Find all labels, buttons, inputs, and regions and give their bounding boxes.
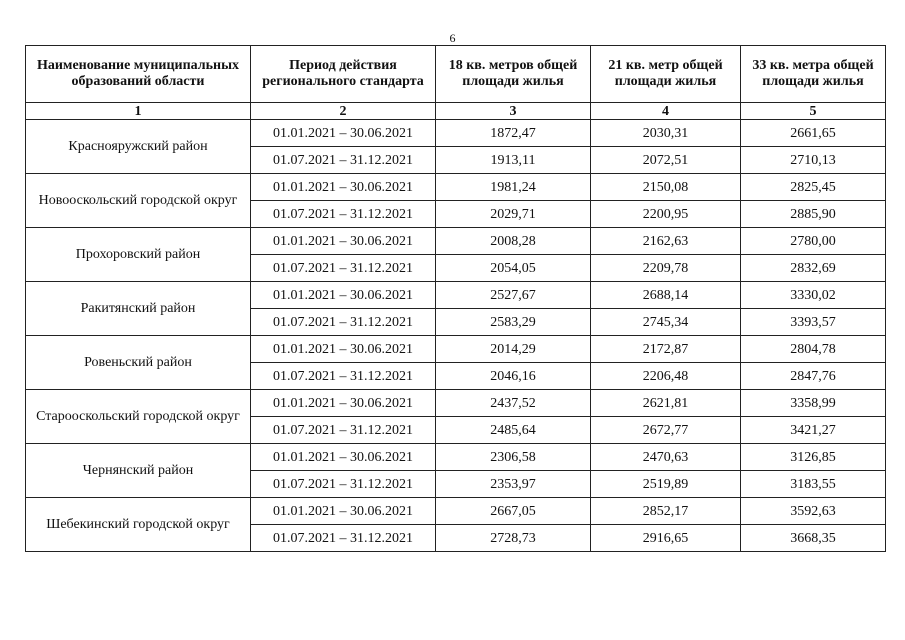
value-33-sqm-cell: 2832,69	[741, 255, 886, 282]
municipality-cell: Ракитянский район	[26, 282, 251, 336]
municipality-cell: Чернянский район	[26, 444, 251, 498]
value-18-sqm-cell: 2353,97	[436, 471, 591, 498]
column-number: 2	[251, 103, 436, 120]
period-cell: 01.01.2021 – 30.06.2021	[251, 498, 436, 525]
value-33-sqm-cell: 2710,13	[741, 147, 886, 174]
value-33-sqm-cell: 3421,27	[741, 417, 886, 444]
value-18-sqm-cell: 2527,67	[436, 282, 591, 309]
column-number-row	[26, 103, 886, 120]
header-33-sqm: 33 кв. метра общей площади жилья	[741, 46, 886, 103]
value-18-sqm-cell: 2046,16	[436, 363, 591, 390]
value-33-sqm-cell: 3126,85	[741, 444, 886, 471]
value-33-sqm-cell: 3668,35	[741, 525, 886, 552]
value-18-sqm-cell: 2667,05	[436, 498, 591, 525]
table-row	[26, 228, 886, 255]
municipality-cell: Старооскольский городской округ	[26, 390, 251, 444]
period-cell: 01.07.2021 – 31.12.2021	[251, 147, 436, 174]
value-33-sqm-cell: 3358,99	[741, 390, 886, 417]
value-21-sqm-cell: 2745,34	[591, 309, 741, 336]
period-cell: 01.01.2021 – 30.06.2021	[251, 282, 436, 309]
value-21-sqm-cell: 2916,65	[591, 525, 741, 552]
value-18-sqm-cell: 1872,47	[436, 120, 591, 147]
value-18-sqm-cell: 1981,24	[436, 174, 591, 201]
value-33-sqm-cell: 3393,57	[741, 309, 886, 336]
regional-standard-table	[25, 45, 886, 552]
period-cell: 01.07.2021 – 31.12.2021	[251, 309, 436, 336]
value-21-sqm-cell: 2206,48	[591, 363, 741, 390]
header-18-sqm: 18 кв. метров общей площади жилья	[436, 46, 591, 103]
value-18-sqm-cell: 1913,11	[436, 147, 591, 174]
value-21-sqm-cell: 2470,63	[591, 444, 741, 471]
period-cell: 01.07.2021 – 31.12.2021	[251, 363, 436, 390]
table-body	[26, 120, 886, 552]
value-21-sqm-cell: 2688,14	[591, 282, 741, 309]
value-33-sqm-cell: 2804,78	[741, 336, 886, 363]
column-number: 4	[591, 103, 741, 120]
table-row	[26, 444, 886, 471]
column-number: 1	[26, 103, 251, 120]
table-row	[26, 174, 886, 201]
municipality-cell: Шебекинский городской округ	[26, 498, 251, 552]
header-row	[26, 46, 886, 103]
value-33-sqm-cell: 2661,65	[741, 120, 886, 147]
value-18-sqm-cell: 2029,71	[436, 201, 591, 228]
column-number: 5	[741, 103, 886, 120]
value-21-sqm-cell: 2172,87	[591, 336, 741, 363]
value-21-sqm-cell: 2621,81	[591, 390, 741, 417]
value-18-sqm-cell: 2728,73	[436, 525, 591, 552]
period-cell: 01.01.2021 – 30.06.2021	[251, 390, 436, 417]
value-18-sqm-cell: 2014,29	[436, 336, 591, 363]
table-row	[26, 336, 886, 363]
value-18-sqm-cell: 2583,29	[436, 309, 591, 336]
period-cell: 01.07.2021 – 31.12.2021	[251, 471, 436, 498]
value-33-sqm-cell: 2780,00	[741, 228, 886, 255]
period-cell: 01.01.2021 – 30.06.2021	[251, 120, 436, 147]
value-33-sqm-cell: 2847,76	[741, 363, 886, 390]
municipality-cell: Ровеньский район	[26, 336, 251, 390]
period-cell: 01.01.2021 – 30.06.2021	[251, 228, 436, 255]
value-33-sqm-cell: 3330,02	[741, 282, 886, 309]
value-21-sqm-cell: 2200,95	[591, 201, 741, 228]
value-21-sqm-cell: 2672,77	[591, 417, 741, 444]
period-cell: 01.07.2021 – 31.12.2021	[251, 525, 436, 552]
value-33-sqm-cell: 3183,55	[741, 471, 886, 498]
value-21-sqm-cell: 2072,51	[591, 147, 741, 174]
municipality-cell: Краснояружский район	[26, 120, 251, 174]
page-number: 6	[449, 31, 456, 45]
value-21-sqm-cell: 2209,78	[591, 255, 741, 282]
value-33-sqm-cell: 2885,90	[741, 201, 886, 228]
period-cell: 01.07.2021 – 31.12.2021	[251, 417, 436, 444]
value-18-sqm-cell: 2437,52	[436, 390, 591, 417]
value-33-sqm-cell: 2825,45	[741, 174, 886, 201]
period-cell: 01.01.2021 – 30.06.2021	[251, 174, 436, 201]
header-municipality: Наименование муниципальных образований области	[26, 46, 251, 103]
header-period: Период действия регионального стандарта	[251, 46, 436, 103]
table-row	[26, 120, 886, 147]
period-cell: 01.07.2021 – 31.12.2021	[251, 255, 436, 282]
value-18-sqm-cell: 2306,58	[436, 444, 591, 471]
table-row	[26, 498, 886, 525]
period-cell: 01.01.2021 – 30.06.2021	[251, 336, 436, 363]
value-21-sqm-cell: 2030,31	[591, 120, 741, 147]
value-33-sqm-cell: 3592,63	[741, 498, 886, 525]
table-row	[26, 390, 886, 417]
value-21-sqm-cell: 2852,17	[591, 498, 741, 525]
value-21-sqm-cell: 2150,08	[591, 174, 741, 201]
header-21-sqm: 21 кв. метр общей площади жилья	[591, 46, 741, 103]
period-cell: 01.01.2021 – 30.06.2021	[251, 444, 436, 471]
table-row	[26, 282, 886, 309]
column-number: 3	[436, 103, 591, 120]
value-21-sqm-cell: 2162,63	[591, 228, 741, 255]
value-18-sqm-cell: 2485,64	[436, 417, 591, 444]
value-18-sqm-cell: 2054,05	[436, 255, 591, 282]
value-18-sqm-cell: 2008,28	[436, 228, 591, 255]
municipality-cell: Новооскольский городской округ	[26, 174, 251, 228]
value-21-sqm-cell: 2519,89	[591, 471, 741, 498]
municipality-cell: Прохоровский район	[26, 228, 251, 282]
period-cell: 01.07.2021 – 31.12.2021	[251, 201, 436, 228]
